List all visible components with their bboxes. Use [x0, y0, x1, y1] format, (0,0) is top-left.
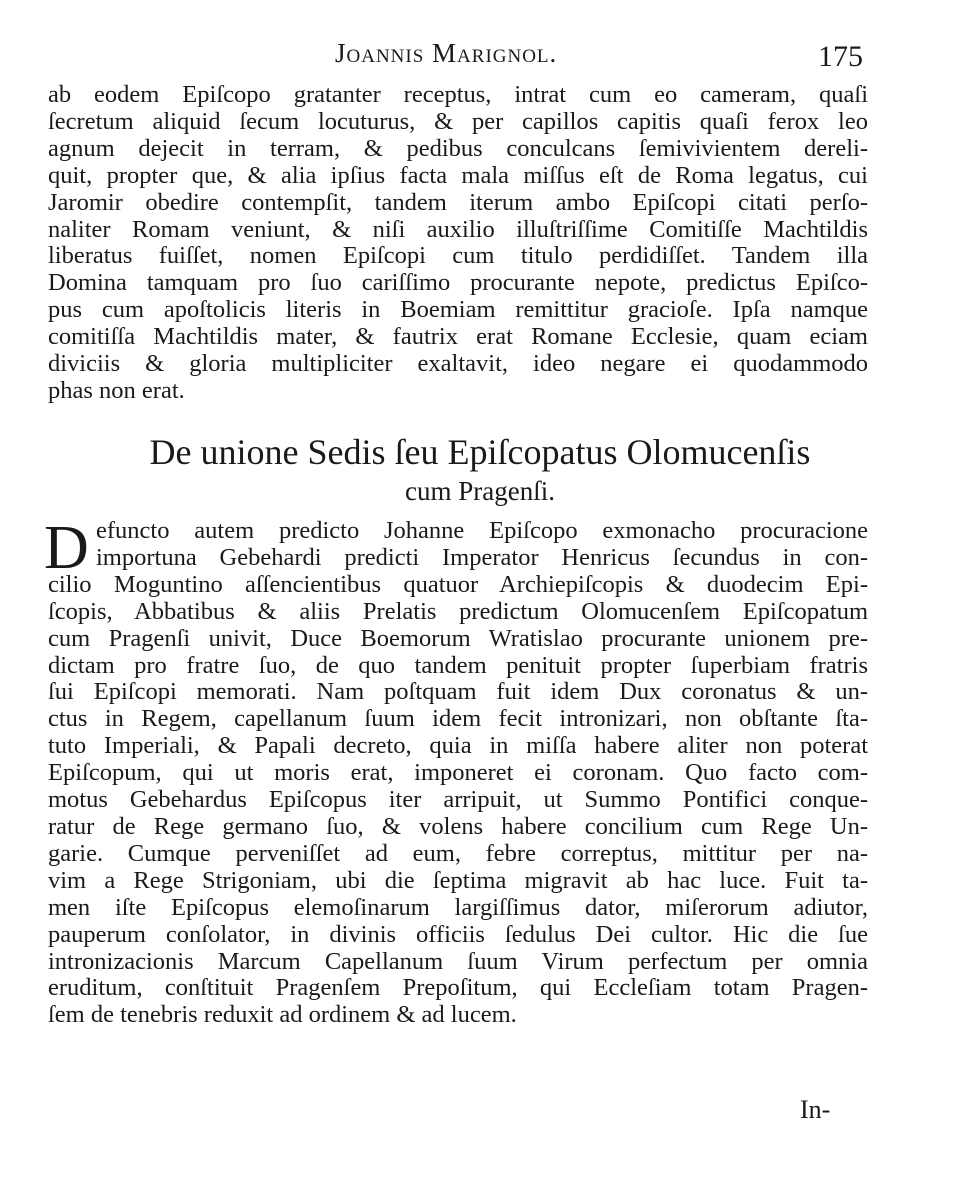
text-line: cum Pragenſi univit, Duce Boemorum Wratislao procurante unionem pre-	[48, 624, 868, 652]
text-line: quit, propter que, & alia ipſius facta mala miſſus eſt de Roma legatus, cui	[48, 161, 868, 189]
text-line: garie. Cumque perveniſſet ad eum, febre correptus, mittitur per na-	[48, 839, 868, 867]
text-line: vim a Rege Strigoniam, ubi die ſeptima migravit ab hac luce. Fuit ta-	[48, 866, 868, 894]
text-line: men iſte Epiſcopus elemoſinarum largiſſimus dator, miſerorum adiutor,	[48, 893, 868, 921]
text-line: eruditum, conſtituit Pragenſem Prepoſitum, qui Eccleſiam totam Pragen-	[48, 974, 868, 1002]
text-line: Epiſcopum, qui ut moris erat, imponeret ei coronam. Quo facto com-	[48, 759, 868, 787]
text-line: Jaromir obedire contempſit, tandem iterum ambo Epiſcopi citati perſo-	[48, 188, 868, 216]
paragraph-2	[44, 514, 868, 1029]
section-subtitle: cum Pragenſi.	[405, 476, 555, 506]
drop-cap-initial: D	[44, 514, 89, 582]
text-line: naliter Romam veniunt, & niſi auxilio illuſtriſſime Comitiſſe Machtildis	[48, 215, 868, 243]
text-line: agnum dejecit in terram, & pedibus conculcans ſemivivientem dereli-	[48, 134, 868, 162]
text-line: liberatus fuiſſet, nomen Epiſcopi cum titulo perdidiſſet. Tandem illa	[48, 242, 868, 270]
text-line: ſem de tenebris reduxit ad ordinem & ad lucem.	[48, 1001, 517, 1029]
text-line: motus Gebehardus Epiſcopus iter arripuit, ut Summo Pontifici conque-	[48, 786, 868, 814]
text-line: phas non erat.	[48, 376, 185, 404]
text-line: diviciis & gloria multipliciter exaltavit, ideo negare ei quodammodo	[48, 350, 868, 378]
paragraph-1	[48, 82, 868, 405]
text-line: ſecretum aliquid ſecum locuturus, & per capillos capitis quaſi ferox leo	[48, 107, 868, 135]
text-line: ratur de Rege germano ſuo, & volens habere concilium cum Rege Un-	[48, 812, 868, 840]
catchword: In-	[800, 1095, 831, 1124]
text-line: ſcopis, Abbatibus & aliis Prelatis predictum Olomucenſem Epiſcopatum	[48, 597, 868, 625]
text-line: importuna Gebehardi predicti Imperator Henricus ſecundus in con-	[96, 543, 868, 571]
text-line: pus cum apoſtolicis literis in Boemiam remittitur gracioſe. Ipſa namque	[48, 296, 868, 324]
text-line: dictam pro fratre ſuo, de quo tandem penituit propter ſuperbiam fratris	[48, 651, 868, 679]
text-line: Domina tamquam pro ſuo cariſſimo procurante nepote, predictus Epiſco-	[48, 269, 868, 297]
text-line: tuto Imperiali, & Papali decreto, quia in miſſa habere aliter non poterat	[48, 732, 868, 760]
text-line: ab eodem Epiſcopo gratanter receptus, intrat cum eo cameram, quaſi	[48, 81, 868, 108]
text-line: comitiſſa Machtildis mater, & fautrix erat Romane Ecclesie, quam eciam	[48, 323, 868, 351]
text-line: ctus in Regem, capellanum ſuum idem fecit intronizari, non obſtante ſta-	[48, 705, 868, 733]
page-number: 175	[818, 40, 863, 73]
text-line: intronizacionis Marcum Capellanum ſuum Virum perfectum per omnia	[48, 947, 868, 975]
section-heading	[0, 432, 960, 506]
text-line: efuncto autem predicto Johanne Epiſcopo exmonacho procuracione	[96, 517, 868, 544]
text-line: ſui Epiſcopi memorati. Nam poſtquam fuit idem Dux coronatus & un-	[48, 678, 868, 706]
section-title: De unione Sedis ſeu Epiſcopatus Olomucenſis	[149, 432, 811, 472]
running-title: Joannis Marignol.	[335, 38, 558, 68]
text-line: cilio Moguntino aſſencientibus quatuor Archiepiſcopis & duodecim Epi-	[48, 570, 868, 598]
text-line: pauperum conſolator, in divinis officiis ſedulus Dei cultor. Hic die ſue	[48, 920, 868, 948]
